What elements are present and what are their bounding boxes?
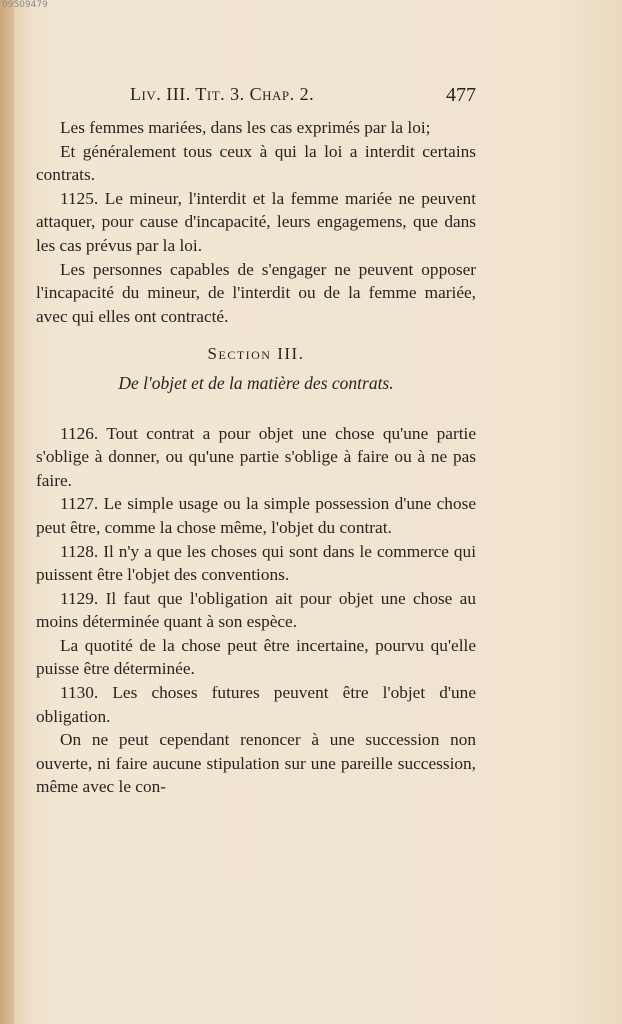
paragraph: Et généralement tous ceux à qui la loi a interdit certains contrats. (36, 141, 476, 185)
paragraph: La quotité de la chose peut être incertaine, pourvu qu'elle puisse être déterminée. (36, 635, 476, 679)
page-header (36, 84, 476, 108)
library-stamp: 09509479 (2, 0, 48, 10)
paragraph: On ne peut cependant renoncer à une succession non ouverte, ni faire aucune stipulation sur une pareille succession, même avec le con- (36, 730, 476, 797)
page-number: 477 (446, 84, 476, 106)
paragraph: Les personnes capables de s'engager ne peuvent opposer l'incapacité du mineur, de l'interdit ou de la femme mariée, avec qui elles ont contracté. (36, 259, 476, 326)
paragraph: 1127. Le simple usage ou la simple possession d'une chose peut être, comme la chose même, l'objet du contrat. (36, 494, 476, 537)
paragraph: 1126. Tout contrat a pour objet une chose qu'une partie s'oblige à donner, ou qu'une partie s'oblige à faire ou à ne pas faire. (36, 423, 476, 490)
section-heading: Section III. (207, 344, 305, 364)
section-subtitle: De l'objet et de la matière des contrats. (118, 372, 394, 393)
paragraph: Les femmes mariées, dans les cas exprimés par la loi; (60, 118, 431, 137)
paragraph: 1130. Les choses futures peuvent être l'objet d'une obligation. (36, 683, 476, 726)
paragraph: 1125. Le mineur, l'interdit et la femme mariée ne peuvent attaquer, pour cause d'incapacité, leurs engagemens, que dans les cas prévus par la loi. (36, 188, 476, 255)
paragraph: 1129. Il faut que l'obligation ait pour objet une chose au moins déterminée quant à son espèce. (36, 588, 476, 632)
paragraph: 1128. Il n'y a que les choses qui sont dans le commerce qui puissent être l'objet des conventions. (36, 541, 476, 585)
body-text (36, 116, 476, 799)
page-spine-edge (0, 0, 14, 1024)
running-head: Liv. III. Tit. 3. Chap. 2. (130, 84, 315, 104)
section-gap (36, 410, 476, 422)
